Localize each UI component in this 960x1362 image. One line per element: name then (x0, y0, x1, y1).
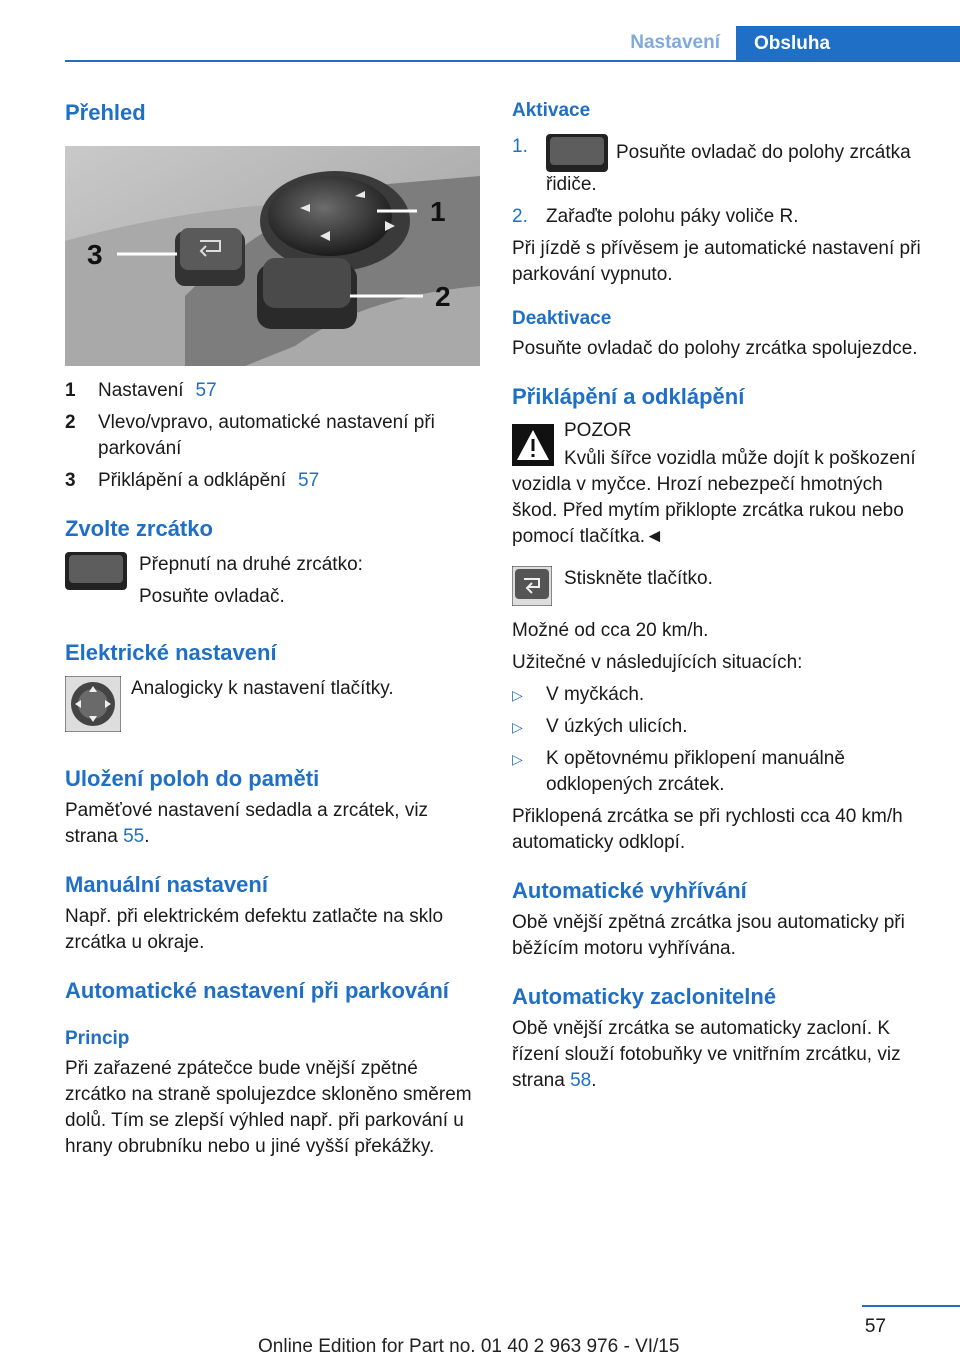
subsection-title-activation: Aktivace (512, 100, 591, 121)
dimming-text: Obě vnější zrcátka se automaticky zacloní. K řízení slouží fotobuňky ve vnitřním zrcátku, viz strana (512, 1018, 901, 1091)
bullet-text: V myčkách. (546, 684, 645, 705)
warning-box (512, 418, 932, 550)
legend-page-link[interactable]: 57 (195, 380, 217, 401)
activation-note: Při jízdě s přívěsem je automatické nastavení při parkování vypnuto. (512, 238, 921, 285)
left-column: Přehled 3 1 2 1 Nastavení 57 2 Vlevo/vpravo, automatické nastavení při parkování 3 Přiklápění a odklápění 57 Zvolte zrcátko Přepnutí na druhé zrcátko: Posuňte ovladač. Elektrické nastavení Analogicky k nastavení tlačítky. Uložení poloh do paměti Paměťové nastavení sedadla a zrcátek, viz strana 55. Manuální nastavení Např. při elektrickém defektu zatlačte na sklo zrcátka u okraje. Automatické nastavení při parkování Princip Při zařazené zpátečce bude vnější zpětné zrcátko na straně spolujezdce skloněno směrem dolů. Tím se zlepší výhled např. při parkování u hrany obrubníku nebo u jiné vyšší překážky. (65, 100, 480, 1160)
fold-button-icon (512, 566, 552, 606)
photo-legend (65, 378, 480, 494)
select-line-2: Posuňte ovladač. (139, 586, 285, 607)
select-line-1: Přepnutí na druhé zrcátko: (139, 554, 363, 575)
legend-text: Přiklápění a odklápění (98, 470, 287, 491)
list-item (512, 682, 932, 708)
section-title-heating: Automatické vyhřívání (512, 878, 747, 903)
legend-item (65, 378, 480, 404)
memory-text: Paměťové nastavení sedadla a zrcátek, viz strana (65, 800, 429, 847)
right-column: Aktivace 1. Posuňte ovladač do polohy zrcátka řidiče. 2. Zařaďte polohu páky voliče R. Při jízdě s přívěsem je automatické nastavení při parkování vypnuto. Deaktivace Posuňte ovladač do polohy zrcátka spolujezdce. Přiklápění a odklápění POZOR Kvůli šířce vozidla může dojít k poškození vozidla v myčce. Hrozí nebezpečí hmotných škod. Před mytím přiklopte zrcátka rukou nebo pomocí tlačítka.◄ Stiskněte tlačítko. Možné od cca 20 km/h. Užitečné v následujících situacích: ▷ V myčkách. ▷ V úzkých ulicích. ▷ K opětovnému přiklopení manuálně odklopených zrcátek. Přiklopená zrcátka se při rychlosti cca 40 km/h automaticky odklopí. Automatické vyhřívání Obě vnější zpětná zrcátka jsou automaticky při běžícím motoru vyhřívána. Automaticky zaclonitelné Obě vnější zrcátka se automaticky zacloní. K řízení slouží fotobuňky ve vnitřním zrcátku, viz strana 58. (512, 100, 932, 1094)
electric-text: Analogicky k nastavení tlačítky. (131, 678, 394, 699)
legend-text: Vlevo/vpravo, automatické nastavení při parkování (98, 412, 435, 459)
legend-item (65, 410, 480, 462)
deactivation-text: Posuňte ovladač do polohy zrcátka spolujezdce. (512, 338, 918, 359)
section-title-electric: Elektrické nastavení (65, 640, 277, 665)
step-text: Zařaďte polohu páky voliče R. (546, 206, 799, 227)
callout-1: 1 (430, 196, 446, 227)
callout-2: 2 (435, 281, 451, 312)
section-title-fold: Přiklápění a odklápění (512, 384, 745, 409)
section-title-dimming: Automaticky zaclonitelné (512, 984, 777, 1009)
manual-text: Např. při elektrickém defektu zatlačte na sklo zrcátka u okraje. (65, 906, 444, 953)
warning-icon (512, 424, 554, 466)
legend-number: 3 (65, 470, 76, 491)
subsection-title-deactivation: Deaktivace (512, 308, 612, 329)
principle-text: Při zařazené zpátečce bude vnější zpětné zrcátko na straně spolujezdce skloněno směrem dolů. Tím se zlepší výhled např. při parkování u hrany obrubníku nebo u jiné vyšší překážky. (65, 1058, 472, 1157)
list-item (512, 714, 932, 740)
warning-text: Kvůli šířce vozidla může dojít k poškození vozidla v myčce. Hrozí nebezpečí hmotných škod. Před mytím přiklopte zrcátka rukou nebo pomocí tlačítka.◄ (512, 448, 916, 547)
header-tab-obsluha[interactable]: Obsluha (736, 26, 960, 61)
section-title-select-mirror: Zvolte zrcátko (65, 516, 213, 541)
page-number: 57 (864, 1316, 886, 1337)
footer-rule (862, 1305, 960, 1307)
mirror-switch-icon (65, 552, 127, 590)
bullet-icon: ▷ (512, 719, 523, 735)
step-number: 1. (512, 136, 528, 157)
activation-steps (512, 134, 932, 230)
mirror-control-photo (65, 146, 480, 366)
footer-edition: Online Edition for Part no. 01 40 2 963 976 - VI/15 (258, 1336, 680, 1357)
callout-3: 3 (87, 239, 103, 270)
legend-number: 2 (65, 412, 76, 433)
possible-text: Možné od cca 20 km/h. (512, 620, 709, 641)
situations-list (512, 682, 932, 798)
legend-number: 1 (65, 380, 76, 401)
header-tab-nastaveni[interactable]: Nastavení (630, 32, 720, 53)
section-title-auto-park: Automatické nastavení při parkování (65, 978, 449, 1003)
bullet-icon: ▷ (512, 751, 523, 767)
legend-text: Nastavení (98, 380, 184, 401)
direction-pad-icon (65, 676, 121, 732)
useful-text: Užitečné v následujících situacích: (512, 652, 803, 673)
folded-text: Přiklopená zrcátka se při rychlosti cca 40 km/h automaticky odklopí. (512, 806, 903, 853)
subsection-title-principle: Princip (65, 1028, 130, 1049)
dimming-page-link[interactable]: 58 (570, 1070, 592, 1091)
warning-label: POZOR (564, 420, 632, 441)
section-title-memory: Uložení poloh do paměti (65, 766, 320, 791)
step-number: 2. (512, 206, 528, 227)
step-text: Posuňte ovladač do polohy zrcátka řidiče. (546, 142, 911, 195)
mirror-switch-icon (546, 134, 608, 172)
heating-text: Obě vnější zpětná zrcátka jsou automaticky při běžícím motoru vyhřívána. (512, 912, 905, 959)
section-title-manual: Manuální nastavení (65, 872, 268, 897)
bullet-text: K opětovnému přiklopení manuálně odklopených zrcátek. (546, 748, 845, 795)
list-item (512, 134, 932, 198)
list-item (512, 204, 932, 230)
list-item (512, 746, 932, 798)
press-text: Stiskněte tlačítko. (564, 568, 713, 589)
bullet-icon: ▷ (512, 687, 523, 703)
bullet-text: V úzkých ulicích. (546, 716, 688, 737)
legend-item (65, 468, 480, 494)
section-title-overview: Přehled (65, 100, 146, 125)
header-rule (65, 60, 960, 62)
memory-page-link[interactable]: 55 (123, 826, 145, 847)
legend-page-link[interactable]: 57 (298, 470, 320, 491)
